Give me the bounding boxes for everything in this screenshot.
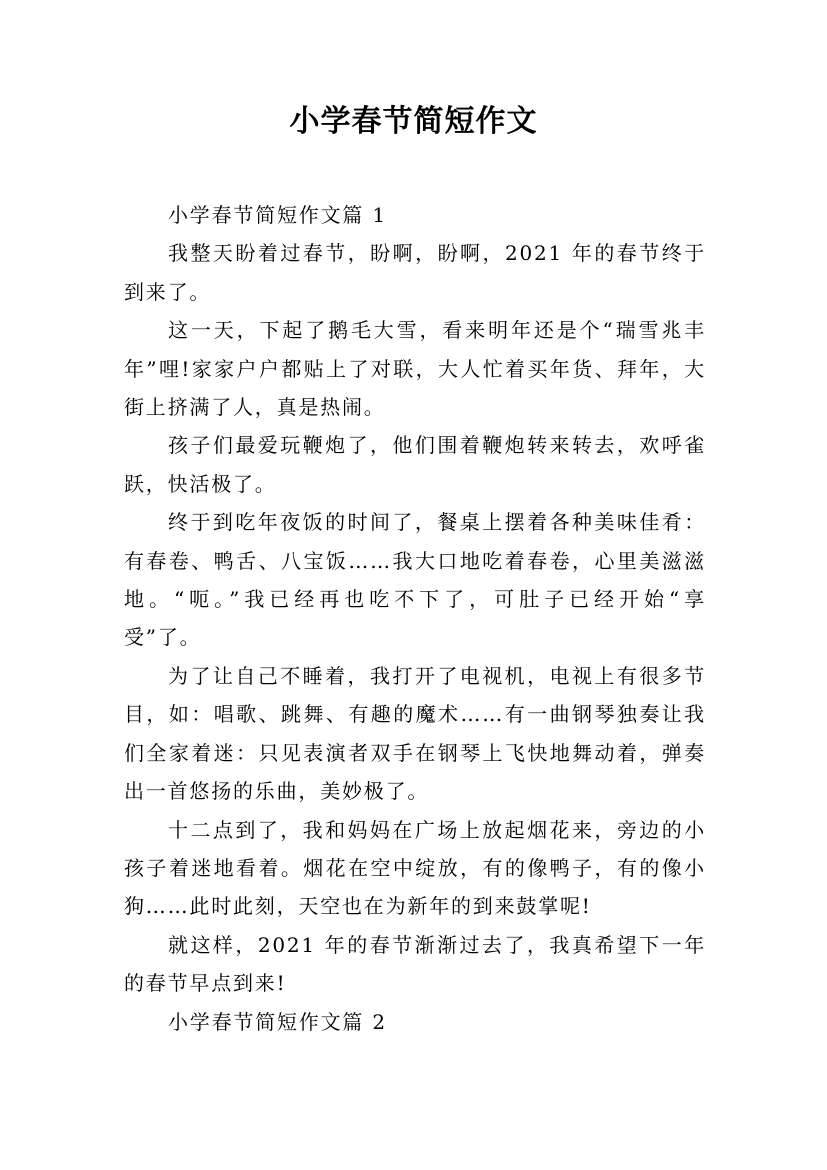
paragraph: 为了让自己不睡着，我打开了电视机，电视上有很多节目，如：唱歌、跳舞、有趣的魔术……有一曲钢琴独奏让我们全家着迷：只见表演者双手在钢琴上飞快地舞动着，弹奏出一首悠扬的乐曲，美妙极了。 <box>124 663 706 804</box>
paragraph: 孩子们最爱玩鞭炮了，他们围着鞭炮转来转去，欢呼雀跃，快活极了。 <box>124 433 706 496</box>
paragraph: 这一天，下起了鹅毛大雪，看来明年还是个“瑞雪兆丰年”哩!家家户户都贴上了对联，大人忙着买年货、拜年，大街上挤满了人，真是热闹。 <box>124 318 706 420</box>
paragraph: 我整天盼着过春节，盼啊，盼啊，2021 年的春节终于到来了。 <box>124 241 706 304</box>
document-title: 小学春节简短作文 <box>289 104 538 139</box>
paragraph: 就这样，2021 年的春节渐渐过去了，我真希望下一年的春节早点到来! <box>124 932 706 996</box>
paragraph: 终于到吃年夜饭的时间了，餐桌上摆着各种美味佳肴：有春卷、鸭舌、八宝饭……我大口地吃着春卷，心里美滋滋地。“呃。”我已经再也吃不下了，可肚子已经开始“享受”了。 <box>124 510 706 650</box>
paragraph: 十二点到了，我和妈妈在广场上放起烟花来，旁边的小孩子着迷地看着。烟花在空中绽放，有的像鸭子，有的像小狗……此时此刻，天空也在为新年的到来鼓掌呢! <box>124 817 706 919</box>
section-heading-1: 小学春节简短作文篇 1 <box>168 203 387 227</box>
section-heading-2: 小学春节简短作文篇 2 <box>168 1009 387 1034</box>
document-body <box>124 196 706 1041</box>
